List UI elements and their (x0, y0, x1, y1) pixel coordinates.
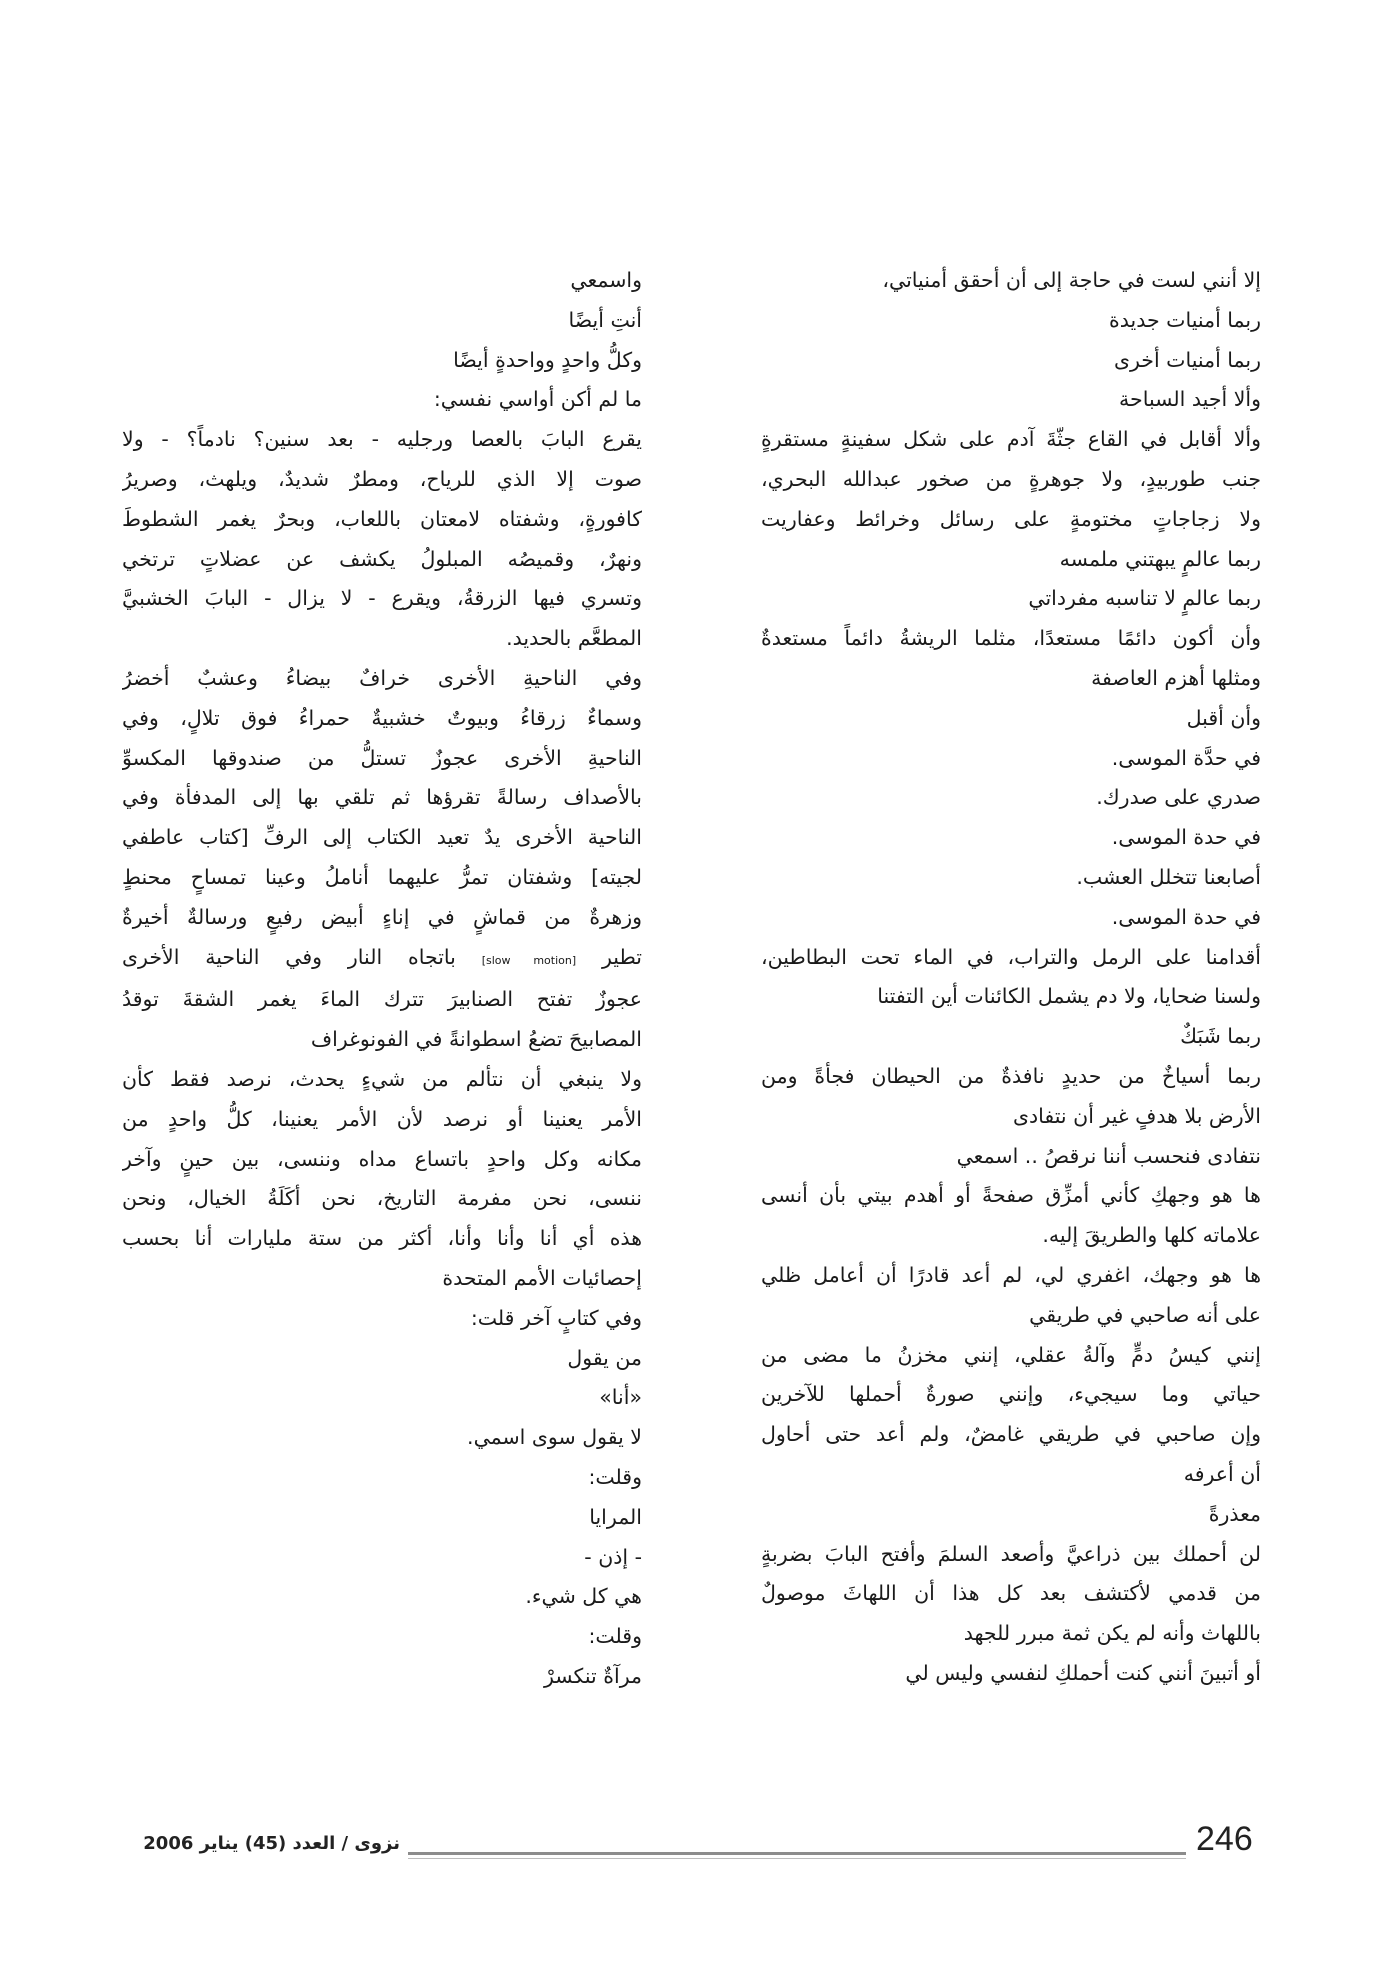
text-line: وألا أجيد السباحة (1119, 387, 1261, 412)
text-line: ومثلها أهزم العاصفة (1091, 665, 1261, 690)
text-line: وفي الناحيةِ الأخرى خرافٌ بيضاءُ وعشبٌ أخضرُ (122, 665, 642, 690)
text-line: جنب طوربيدٍ، ولا جوهرةٍ من صخور عبدالله البحري، (761, 466, 1261, 491)
text-line: نتفادى فنحسب أننا نرقصُ .. اسمعي (956, 1143, 1261, 1168)
text-line: صوت إلا الذي للرياح، ومطرٌ شديدٌ، ويلهث، وصريرُ (122, 466, 642, 491)
text-line: هي كل شيء. (525, 1584, 642, 1609)
right-text-column (761, 261, 1261, 1694)
text-line: المطعَّم بالحديد. (506, 626, 642, 651)
text-line: وفي كتابٍ آخر قلت: (470, 1305, 642, 1330)
text-line: أقدامنا على الرمل والتراب، في الماء تحت البطاطين، (761, 944, 1261, 969)
text-line: في حدَّة الموسى. (1111, 745, 1261, 770)
text-line: لن أحملك بين ذراعيَّ وأصعد السلمَ وأفتح البابَ بضربةٍ (761, 1541, 1261, 1566)
text-line: أن أعرفه (1183, 1461, 1261, 1486)
text-line: يقرع البابَ بالعصا ورجليه - بعد سنين؟ نادماً؟ - ولا (122, 427, 642, 452)
text-line: حياتي وما سيجيء، وإنني صورةٌ أحملها للآخرين (761, 1382, 1261, 1407)
text-line: إلا أنني لست في حاجة إلى أن أحقق أمنياتي، (882, 268, 1261, 292)
text-line: كافورةٍ، وشفتاه لامعتان باللعاب، وبحرٌ يغمر الشطوطَ (122, 506, 642, 531)
text-line: وأن أكون دائمًا مستعدًا، مثلما الريشةُ دائماً مستعدةٌ (761, 626, 1261, 651)
text-line: مكانه وكل واحدٍ باتساع مداه وننسى، بين حينٍ وآخر (122, 1146, 642, 1171)
text-line: لجيته] وشفتان تمرُّ عليهما أناملُ وعينا تمساحٍ محنطٍ (122, 864, 642, 889)
text-line: ما لم أكن أواسي نفسي: (433, 387, 642, 412)
text-line: مرآةٌ تنكسرْ (543, 1663, 642, 1688)
footer-rule (408, 1852, 1186, 1855)
text-line: إحصائيات الأمم المتحدة (442, 1265, 642, 1290)
text-line: صدري على صدرك. (1096, 785, 1261, 810)
text-line: الأمر يعنينا أو نرصد لأن الأمر يعنينا، كلُّ واحدٍ من (122, 1106, 642, 1131)
text-line: ها هو وجهكِ كأني أمزِّق صفحةً أو أهدم بيتي بأن أنسى (761, 1183, 1261, 1208)
text-line: هذه أي أنا وأنا وأنا، أكثر من ستة مليارات أنا بحسب (122, 1226, 642, 1251)
text-line: معذرةً (1208, 1501, 1261, 1526)
text-line: المصابيحَ تضعُ اسطوانةً في الفونوغراف (310, 1027, 642, 1052)
text-line: ربما شَبَكٌ (1180, 1024, 1261, 1049)
text-line: أنتِ أيضًا (568, 307, 642, 332)
text-line: في حدة الموسى. (1111, 825, 1261, 850)
text-line: ربما عالمٍ لا تناسبه مفرداتي (1028, 586, 1261, 611)
text-line: عجوزٌ تفتح الصنابيرَ تترك الماءَ يغمر الشقةَ توقدُ (122, 987, 642, 1012)
text-line: وزهرةٌ من قماشٍ في إناءٍ أبيض رفيعٍ ورسالةٌ أخيرةٌ (122, 904, 642, 929)
left-text-column (122, 261, 642, 1697)
text-line: على أنه صاحبي في طريقي (1029, 1302, 1261, 1327)
text-line: الناحيةِ الأخرى عجوزٌ تستلُّ من صندوقها المكسوِّ (122, 745, 642, 770)
text-line: أو أتبينَ أنني كنت أحملكِ لنفسي وليس لي (905, 1660, 1261, 1685)
text-line: ونهرٌ، وقميصُه المبلولُ يكشف عن عضلاتٍ ترتخي (122, 546, 642, 571)
text-line: من يقول (567, 1345, 642, 1370)
text-line: الأرض بلا هدفٍ غير أن نتفادى (1012, 1103, 1261, 1128)
text-line: وقلت: (588, 1624, 642, 1649)
text-line: تطير [slow motion] باتجاه النار وفي الناحية الأخرى (122, 944, 642, 969)
text-line: وكلُّ واحدٍ وواحدةٍ أيضًا (453, 347, 642, 372)
text-line: «أنا» (599, 1385, 642, 1410)
text-line: ها هو وجهك، اغفري لي، لم أعد قادرًا أن أعامل ظلي (761, 1262, 1261, 1287)
text-line: لا يقول سوى اسمي. (467, 1425, 642, 1450)
text-line: وألا أقابل في القاع جثّةَ آدم على شكل سفينةٍ مستقرةٍ (761, 427, 1261, 452)
text-line: من قدمي لأكتشف بعد كل هذا أن اللهاثَ موصولٌ (761, 1581, 1261, 1606)
text-line: ننسى، نحن مفرمة التاريخ، نحن أكَلَةُ الخيال، ونحن (122, 1186, 642, 1211)
text-line: علاماته كلها والطريقَ إليه. (1042, 1223, 1261, 1248)
text-line: واسمعي (570, 268, 642, 292)
text-line: ربما أسياخٌ من حديدٍ نافذةٌ من الحيطان فجأةً ومن (761, 1063, 1261, 1088)
text-line: وإن صاحبي في طريقي غامضٌ، ولم أعد حتى أحاول (761, 1422, 1261, 1447)
text-line: بالأصداف رسالةً تقرؤها ثم تلقي بها إلى المدفأة وفي (122, 785, 642, 810)
text-line: ربما أمنيات أخرى (1113, 347, 1261, 372)
text-line: إنني كيسُ دمٍّ وآلةُ عقلي، إنني مخزنُ ما مضى من (761, 1342, 1261, 1367)
text-line: وأن أقبل (1186, 705, 1261, 730)
text-line: أصابعنا تتخلل العشب. (1076, 864, 1261, 889)
text-line: وقلت: (588, 1464, 642, 1489)
text-line: ولا زجاجاتٍ مختومةٍ على رسائل وخرائط وعفاريت (761, 506, 1261, 531)
text-line: في حدة الموسى. (1111, 904, 1261, 929)
text-line: ولسنا ضحايا، ولا دم يشمل الكائنات أين التفتنا (877, 984, 1261, 1009)
text-line: الناحية الأخرى يدٌ تعيد الكتاب إلى الرفِّ [كتاب عاطفي (122, 825, 642, 850)
text-line: باللهاث وأنه لم يكن ثمة مبرر للجهد (963, 1621, 1261, 1646)
text-line: ربما أمنيات جديدة (1109, 307, 1261, 332)
text-line: ولا ينبغي أن نتألم من شيءٍ يحدث، نرصد فقط كأن (122, 1066, 642, 1091)
text-line: - إذن - (584, 1544, 642, 1569)
text-line: ربما عالمٍ يبهتني ملمسه (1059, 546, 1261, 571)
footer-rule-thin (408, 1858, 1186, 1859)
text-line: وسماءٌ زرقاءُ وبيوتٌ خشبيةٌ حمراءُ فوق تلالٍ، وفي (122, 705, 642, 730)
slow-motion-label: [slow motion] (481, 953, 577, 967)
page-number: 246 (1196, 1820, 1253, 1858)
magazine-issue: نزوى / العدد (45) يناير 2006 (143, 1833, 400, 1854)
text-line: وتسري فيها الزرقةُ، ويقرع - لا يزال - البابَ الخشبيَّ (122, 586, 642, 611)
text-line: المرايا (589, 1504, 642, 1529)
